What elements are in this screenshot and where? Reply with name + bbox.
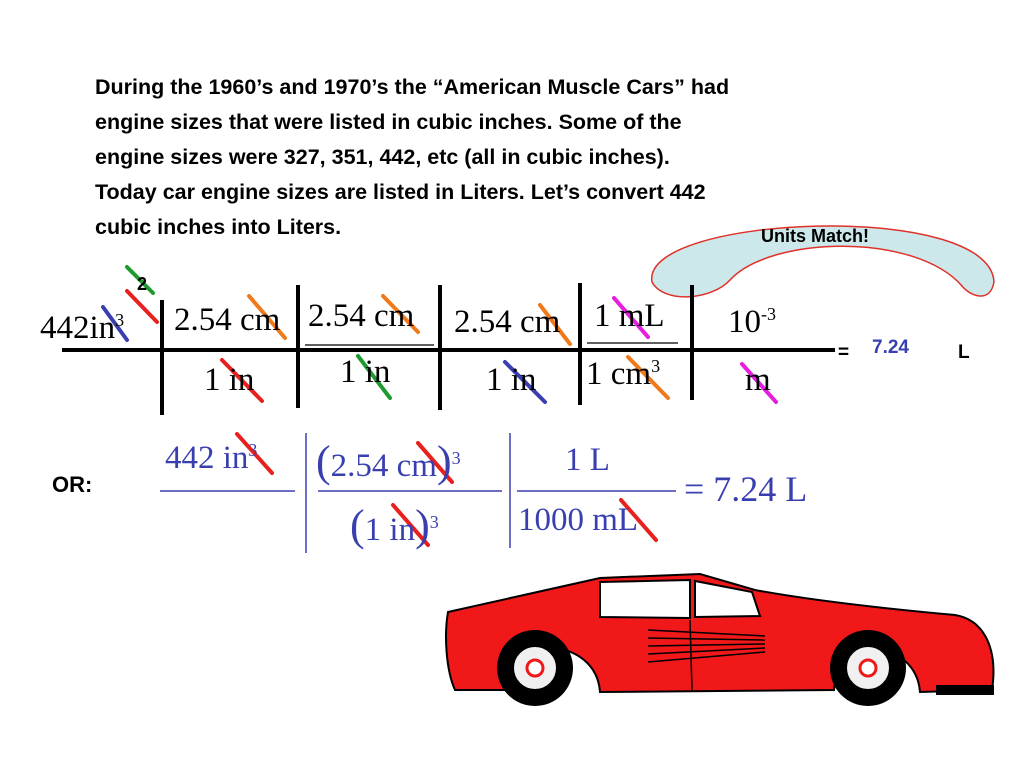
conversion-bottom-exponent: 3 [651,356,661,376]
equals-sign: = [838,342,850,363]
alt-given-text: 442 in [165,440,249,476]
or-label: OR: [52,472,93,497]
conversion-bottom-text: 1 cm [586,356,652,392]
conversion-bottom: 1 in [204,362,255,398]
conversion-bottom [586,356,660,393]
alt-conv1-bottom [350,500,439,551]
conversion-top [728,304,776,341]
alt-conv1-top-text: 2.54 cm [330,448,437,484]
given-exponent: 3 [115,310,125,330]
cancel-mark [127,291,157,322]
conversion-top-text: 10 [728,304,761,340]
intro-line: engine sizes that were listed in cubic inches. Some of the [95,110,682,134]
alt-given [165,440,257,477]
paren-open: ( [316,437,331,486]
paren-close: ) [436,437,452,486]
alt-given-exponent: 3 [248,440,258,460]
intro-line: cubic inches into Liters. [95,215,342,239]
marker-2: 2 [137,274,148,294]
paren-close: ) [415,501,430,550]
alt-result: = 7.24 L [684,469,808,509]
given-number: 442 [40,310,90,346]
conversion-bottom: m [745,362,771,398]
alt-conv1-bottom-text: 1 in [364,512,416,548]
answer-value: 7.24 [872,337,909,358]
conversion-top: 2.54 cm [308,298,415,334]
paren-open: ( [350,501,365,550]
conversion-top-exponent: -3 [761,304,776,324]
intro-line: During the 1960’s and 1970’s the “American Muscle Cars” had [95,75,730,99]
intro-line: Today car engine sizes are listed in Liters. Let’s convert 442 [95,180,706,204]
conversion-bottom: 1 in [340,354,391,390]
answer-unit: L [958,342,970,363]
alt-conv1-bottom-exponent: 3 [429,512,439,532]
given-unit: in [89,310,116,346]
alt-conv2-bottom: 1000 mL [518,502,639,538]
conversion-top: 2.54 cm [174,302,281,338]
conversion-top: 2.54 cm [454,304,561,340]
alt-conv1-top-exponent: 3 [451,448,461,468]
units-match-label: Units Match! [761,226,869,246]
alt-conv1-top [316,436,461,487]
intro-line: engine sizes were 327, 351, 442, etc (all in cubic inches). [95,145,670,169]
sports-car-icon [446,574,994,706]
conversion-top: 1 mL [594,298,665,334]
given-value [40,310,124,347]
conversion-bottom: 1 in [486,362,537,398]
alt-conv2-top: 1 L [565,442,610,478]
